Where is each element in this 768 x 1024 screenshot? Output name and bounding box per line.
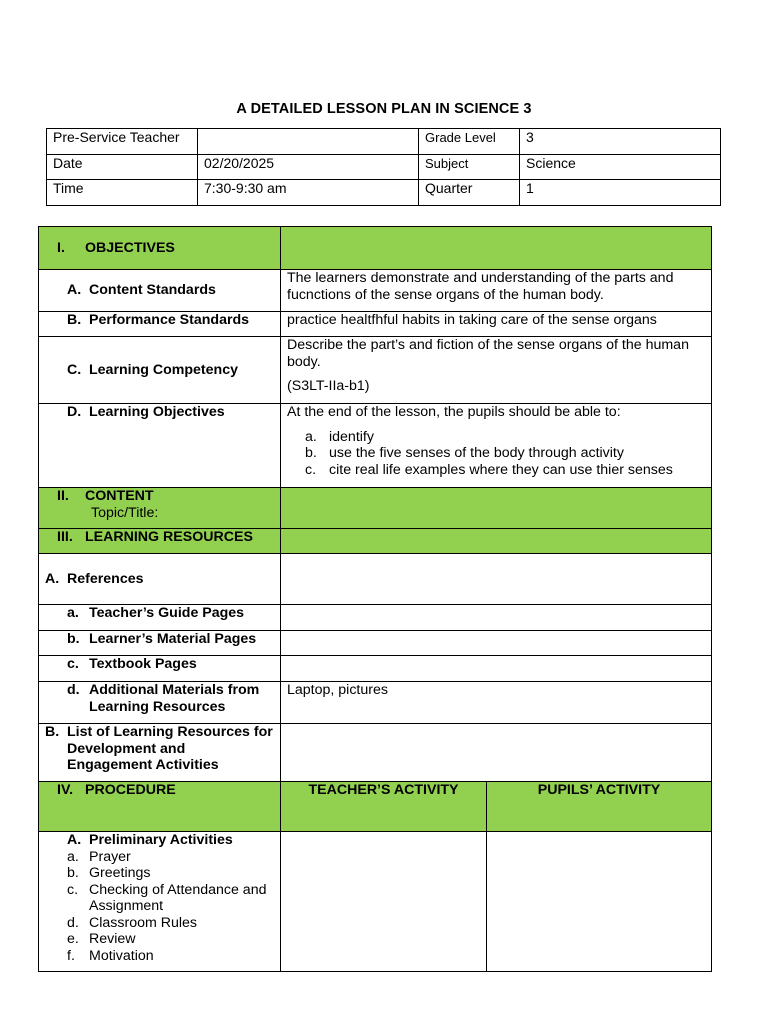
performance-standards-row <box>39 312 712 337</box>
item-text: Prayer <box>89 848 131 865</box>
item-text: use the five senses of the body through activity <box>329 445 624 461</box>
item-mark: c. <box>305 461 317 478</box>
additional-materials-row <box>39 682 712 724</box>
item-mark: A. <box>45 570 60 587</box>
item-mark: a. <box>67 605 79 621</box>
lesson-info-table <box>46 128 721 206</box>
references-row <box>39 554 712 605</box>
objectives-heading <box>39 227 281 270</box>
item-mark: B. <box>45 724 60 740</box>
objectives-intro: At the end of the lesson, the pupils should be able to: <box>287 404 621 420</box>
item-text: Greetings <box>89 865 151 881</box>
textbook-cell <box>39 656 281 682</box>
item-mark: c. <box>67 881 79 898</box>
learning-competency-value-cell <box>281 337 712 404</box>
pre-service-teacher-label: Pre-Service Teacher <box>47 129 198 155</box>
objectives-list <box>287 429 705 479</box>
list-item <box>305 462 705 479</box>
learning-objectives-value-cell <box>281 404 712 488</box>
item-text: Classroom Rules <box>89 914 198 931</box>
content-standards-value: The learners demonstrate and understanding of the parts and fucnctions of the sense organs of the human body. <box>281 270 712 312</box>
list-item <box>305 445 705 462</box>
item-mark: A. <box>67 832 82 848</box>
section-number: III. <box>57 529 73 545</box>
item-mark: c. <box>67 656 79 672</box>
teachers-guide-row <box>39 605 712 631</box>
list-item <box>67 931 274 948</box>
list-item <box>67 882 274 915</box>
item-mark: B. <box>67 312 82 328</box>
resources-heading <box>39 529 281 554</box>
content-header-row <box>39 488 712 529</box>
item-mark: b. <box>67 631 80 647</box>
item-text: cite real life examples where they can use thier senses <box>329 461 673 478</box>
teachers-guide-label: Teacher’s Guide Pages <box>89 605 245 621</box>
section-number: II. <box>57 488 69 504</box>
quarter-label: Quarter <box>419 180 520 206</box>
resource-list-value <box>281 724 712 782</box>
list-item <box>67 849 274 866</box>
additional-materials-value: Laptop, pictures <box>281 682 712 724</box>
item-text: Checking of Attendance and Assignment <box>89 881 267 914</box>
item-mark: C. <box>67 361 82 378</box>
objectives-header-row <box>39 227 712 270</box>
preliminary-activities-label: Preliminary Activities <box>89 832 233 848</box>
pre-service-teacher-value <box>198 129 419 155</box>
resources-header-row <box>39 529 712 554</box>
item-mark: b. <box>305 445 317 461</box>
competency-code: (S3LT-IIa-b1) <box>287 378 370 394</box>
additional-materials-cell <box>39 682 281 724</box>
section-number: IV. <box>57 782 74 798</box>
item-mark: b. <box>67 865 79 881</box>
item-mark: d. <box>67 914 79 931</box>
preliminary-activities-cell <box>39 832 281 972</box>
procedure-heading <box>39 782 281 832</box>
quarter-value: 1 <box>520 180 721 206</box>
learners-material-label: Learner’s Material Pages <box>89 631 257 647</box>
resources-header-blank <box>281 529 712 554</box>
content-heading <box>39 488 281 529</box>
section-title: LEARNING RESOURCES <box>85 529 253 545</box>
learning-competency-cell <box>39 337 281 404</box>
item-mark: e. <box>67 931 79 947</box>
preliminary-activities-row <box>39 832 712 972</box>
preliminary-pupils-activity <box>487 832 712 972</box>
additional-materials-label: Additional Materials from Learning Resources <box>89 682 260 715</box>
topic-title-label: Topic/Title: <box>91 504 159 521</box>
teachers-guide-value <box>281 605 712 631</box>
list-item <box>305 429 705 446</box>
learners-material-row <box>39 631 712 656</box>
learners-material-value <box>281 631 712 656</box>
lesson-plan-table <box>38 226 712 972</box>
procedure-header-row <box>39 782 712 832</box>
document-title: A DETAILED LESSON PLAN IN SCIENCE 3 <box>236 101 532 117</box>
references-label: References <box>67 570 144 587</box>
section-number: I. <box>57 239 65 256</box>
section-title: CONTENT <box>85 488 154 504</box>
resource-list-label: List of Learning Resources for Development and Engagement Activities <box>67 724 273 773</box>
item-text: identify <box>329 428 374 445</box>
content-standards-label: Content Standards <box>89 282 216 299</box>
time-value: 7:30-9:30 am <box>198 180 419 206</box>
performance-standards-value: practice healtfhful habits in taking care of the sense organs <box>281 312 712 337</box>
item-text: Motivation <box>89 947 154 964</box>
learners-material-cell <box>39 631 281 656</box>
item-mark: d. <box>67 682 80 698</box>
references-cell <box>39 554 281 605</box>
pupils-activity-header: PUPILS’ ACTIVITY <box>487 782 712 832</box>
learning-competency-row <box>39 337 712 404</box>
textbook-row <box>39 656 712 682</box>
performance-standards-cell <box>39 312 281 337</box>
content-header-blank <box>281 488 712 529</box>
section-title: PROCEDURE <box>85 782 176 798</box>
grade-level-value: 3 <box>520 129 721 155</box>
textbook-value <box>281 656 712 682</box>
teachers-guide-cell <box>39 605 281 631</box>
references-value <box>281 554 712 605</box>
learning-objectives-cell <box>39 404 281 488</box>
subject-value: Science <box>520 155 721 180</box>
item-mark: a. <box>67 848 79 865</box>
teachers-activity-header: TEACHER’S ACTIVITY <box>281 782 487 832</box>
preliminary-teacher-activity <box>281 832 487 972</box>
grade-level-label: Grade Level <box>419 129 520 155</box>
time-label: Time <box>47 180 198 206</box>
item-mark: D. <box>67 404 82 420</box>
content-standards-row <box>39 270 712 312</box>
date-value: 02/20/2025 <box>198 155 419 180</box>
subject-label: Subject <box>419 155 520 180</box>
objectives-header-blank <box>281 227 712 270</box>
item-text: Review <box>89 931 136 947</box>
date-label: Date <box>47 155 198 180</box>
item-mark: a. <box>305 428 317 445</box>
learning-competency-label: Learning Competency <box>89 361 238 378</box>
learning-objectives-row <box>39 404 712 488</box>
performance-standards-label: Performance Standards <box>89 312 250 328</box>
textbook-label: Textbook Pages <box>89 656 197 672</box>
learning-competency-text: Describe the part’s and fiction of the sense organs of the human body. <box>287 337 689 370</box>
resource-list-cell <box>39 724 281 782</box>
list-item <box>67 865 274 882</box>
learning-objectives-label: Learning Objectives <box>89 404 225 420</box>
content-standards-cell <box>39 270 281 312</box>
item-mark: A. <box>67 282 82 299</box>
list-item <box>67 915 274 932</box>
item-mark: f. <box>67 947 75 964</box>
preliminary-list <box>45 849 274 965</box>
list-item <box>67 948 274 965</box>
section-title: OBJECTIVES <box>85 239 175 256</box>
resource-list-row <box>39 724 712 782</box>
